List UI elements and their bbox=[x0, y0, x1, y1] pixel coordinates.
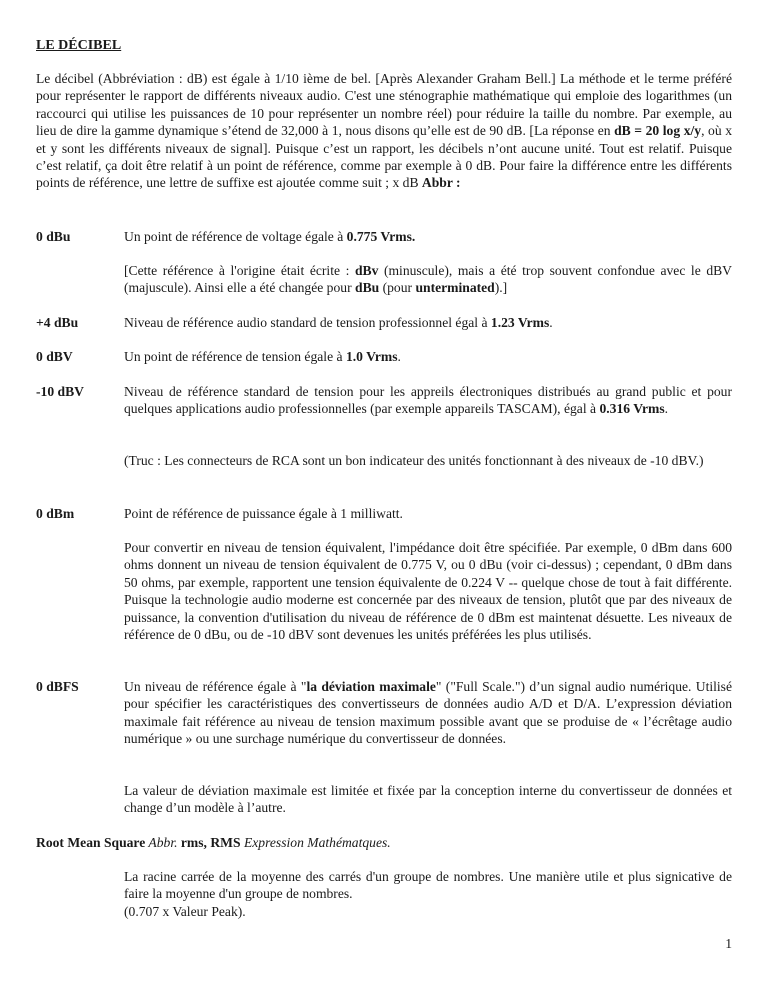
page-number: 1 bbox=[725, 936, 732, 951]
def-0-dbfs-limit: La valeur de déviation maximale est limitée et fixée par la conception interne du convertisseur de données et change d’un modèle à l’autre. bbox=[124, 783, 732, 816]
term-0-dbm: 0 dBm bbox=[36, 506, 75, 521]
term-0-dbfs: 0 dBFS bbox=[36, 679, 79, 694]
term-minus10-dbv: -10 dBV bbox=[36, 384, 84, 399]
term-plus4-dbu: +4 dBu bbox=[36, 315, 79, 330]
term-0-dbu: 0 dBu bbox=[36, 229, 71, 244]
def-0-dbm: Point de référence de puissance égale à 1 milliwatt. bbox=[124, 506, 403, 521]
def-minus10-dbv: Niveau de référence standard de tension pour les appreils électroniques distribués au grand public et pour quelques applications audio professionnelles (par exemple appareils TASCAM), égal à 0.316 Vrms. bbox=[124, 384, 732, 417]
document-title: LE DÉCIBEL bbox=[36, 38, 122, 53]
def-rms: La racine carrée de la moyenne des carrés d'un groupe de nombres. Une manière utile et plus signicative de faire la moyenne d'un groupe de nombres. (0.707 x Valeur Peak). bbox=[124, 869, 732, 919]
def-0-dbm-detail: Pour convertir en niveau de tension équivalent, l'impédance doit être spécifiée. Par exemple, 0 dBm dans 600 ohms donnent un niveau de tension équivalent de 0.775 V, ou 0 dBu (voir ci-dessus) ; cependant, 0 dBm dans 50 ohms, par exemple, rapportent une tension équivalente de 0.224 V -- quelque chose de tout à fait différente. Puisque la technologie audio moderne est concernée par des niveaux de tension, plutôt que par des niveaux de puissance, la convention d'utilisation du niveau de référence de 0 dBm est maintenat désuette. Les niveaux de référence de 0 dBu, ou de -10 dBV sont devenues les unités préférées les plus utilisés. bbox=[124, 540, 732, 643]
term-0-dbv: 0 dBV bbox=[36, 349, 73, 364]
def-minus10-dbv-tip: (Truc : Les connecteurs de RCA sont un bon indicateur des unités fonctionnant à des niveaux de -10 dBV.) bbox=[124, 453, 704, 468]
def-0-dbu: Un point de référence de voltage égale à 0.775 Vrms. bbox=[124, 229, 416, 244]
def-0-dbfs: Un niveau de référence égale à "la déviation maximale" ("Full Scale.") d’un signal audio numérique. Utilisé pour spécifier les caractéristiques des convertisseurs de données audio A/D et D/A. L’expression déviation maximale fait référence au niveau de tension maximum possible avant que se produise de « l’écrêtage audio numérique » ou une surchage numérique du convertisseur de données. bbox=[124, 679, 733, 747]
def-plus4-dbu: Niveau de référence audio standard de tension professionnel égal à 1.23 Vrms. bbox=[124, 315, 553, 330]
def-0-dbv: Un point de référence de tension égale à 1.0 Vrms. bbox=[124, 349, 401, 364]
intro-paragraph: Le décibel (Abbréviation : dB) est égale à 1/10 ième de bel. [Après Alexander Graham Bell.] La méthode et le terme préféré pour représenter le rapport de différents niveaux audio. C'est une sténographie mathématique qui emploie des logarithmes (un raccourci qui utilise les puissances de 10 pour représenter un nombre réel) pour réduire la taille du nombre. Par exemple, au lieu de dire la gamme dynamique s’étend de 32,000 à 1, nous disons qu’elle est de 90 dB. [La réponse en dB = 20 log x/y, où x et y sont les différents niveaux de signal]. Puisque c’est un rapport, les décibels n’ont aucune unité. Tout est relatif. Puisque c’est relatif, ça doit être relatif à un point de référence, comme par exemple à 0 dB. Pour faire la différence entre les différents points de référence, une lettre de suffixe est ajoutée comme suit ; x dB Abbr : bbox=[36, 71, 732, 191]
def-0-dbu-note: [Cette référence à l'origine était écrite : dBv (minuscule), mais a été trop souvent confondue avec le dBV (majuscule). Ainsi elle a été changée pour dBu (pour unterminated).] bbox=[124, 263, 732, 296]
term-rms: Root Mean Square Abbr. rms, RMS Expression Mathématques. bbox=[36, 835, 391, 850]
